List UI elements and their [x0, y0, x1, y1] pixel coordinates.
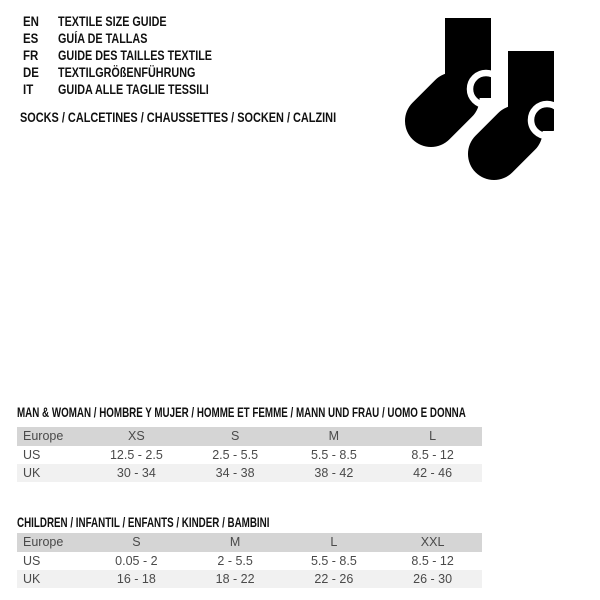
- language-label: TEXTILE SIZE GUIDE: [58, 14, 167, 29]
- table-cell: 38 - 42: [285, 464, 384, 482]
- table-header-cell: L: [383, 427, 482, 446]
- language-list: [23, 13, 251, 98]
- table-cell: 2.5 - 5.5: [212, 448, 259, 462]
- table-header-cell: L: [285, 533, 384, 552]
- language-label: GUÍA DE TALLAS: [58, 31, 148, 46]
- table-header-cell: S: [87, 533, 186, 552]
- table-row-label: UK: [17, 464, 87, 482]
- table-header-cell: S: [186, 427, 285, 446]
- category-title: SOCKS / CALCETINES / CHAUSSETTES / SOCKEN / CALZINI: [20, 109, 337, 125]
- language-item: [23, 47, 251, 64]
- language-code: EN: [23, 14, 39, 29]
- table-cell: 18 - 22: [186, 570, 285, 588]
- table-header-cell: Europe: [17, 427, 87, 446]
- language-label: GUIDE DES TAILLES TEXTILE: [58, 48, 213, 63]
- table-row-label: US: [23, 554, 41, 568]
- size-table-children: [17, 533, 482, 588]
- language-label: TEXTILGRÖßENFÜHRUNG: [58, 65, 196, 80]
- table-row-label: US: [23, 448, 41, 462]
- language-item: [23, 30, 251, 47]
- table-cell: 30 - 34: [87, 464, 186, 482]
- table-header-cell: M: [186, 533, 285, 552]
- language-item: [23, 64, 251, 81]
- table-cell: 16 - 18: [87, 570, 186, 588]
- table-cell: 5.5 - 8.5: [310, 554, 357, 568]
- table-header-cell: XXL: [383, 533, 482, 552]
- table-row-label: UK: [17, 570, 87, 588]
- table-title-children: CHILDREN / INFANTIL / ENFANTS / KINDER / BAMBINI: [17, 514, 270, 530]
- table-cell: 26 - 30: [383, 570, 482, 588]
- table-cell: 34 - 38: [186, 464, 285, 482]
- table-cell: 42 - 46: [383, 464, 482, 482]
- table-cell: 22 - 26: [285, 570, 384, 588]
- table-header-cell: XS: [87, 427, 186, 446]
- socks-icon: [400, 0, 600, 200]
- language-code: IT: [23, 82, 34, 97]
- table-cell: 5.5 - 8.5: [310, 448, 357, 462]
- table-cell: 12.5 - 2.5: [109, 448, 163, 462]
- language-code: FR: [23, 48, 39, 63]
- language-code: ES: [23, 31, 39, 46]
- language-item: [23, 13, 251, 30]
- language-code: DE: [23, 65, 39, 80]
- table-header-cell: Europe: [17, 533, 87, 552]
- table-cell: 2 - 5.5: [217, 554, 253, 568]
- table-cell: 0.05 - 2: [115, 554, 158, 568]
- table-cell: 8.5 - 12: [411, 448, 454, 462]
- language-label: GUIDA ALLE TAGLIE TESSILI: [58, 82, 209, 97]
- table-header-cell: M: [285, 427, 384, 446]
- language-item: [23, 81, 251, 98]
- size-table-adults: [17, 427, 482, 482]
- table-title-adults: MAN & WOMAN / HOMBRE Y MUJER / HOMME ET FEMME / MANN UND FRAU / UOMO E DONNA: [17, 404, 466, 420]
- table-cell: 8.5 - 12: [411, 554, 454, 568]
